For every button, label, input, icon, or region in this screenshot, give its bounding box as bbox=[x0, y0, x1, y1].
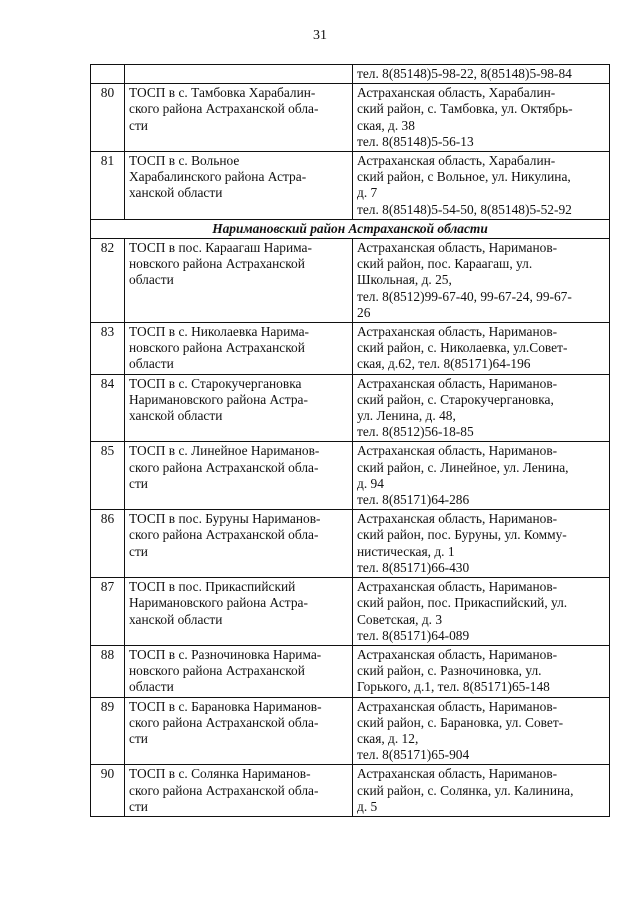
office-name-line: ТОСП в с. Вольное bbox=[129, 153, 240, 169]
address-line: Советская, д. 3 bbox=[357, 611, 443, 627]
office-name-cell bbox=[125, 578, 353, 646]
office-name-cell bbox=[125, 152, 353, 220]
address-line: ский район, пос. Караагаш, ул. bbox=[357, 256, 533, 272]
address-cell bbox=[353, 765, 610, 817]
office-name-line: сти bbox=[129, 117, 148, 133]
address-line: ский район, с. Николаевка, ул.Совет- bbox=[357, 340, 568, 356]
address-line: тел. 8(8512)56-18-85 bbox=[357, 424, 474, 440]
office-name-line: ТОСП в с. Николаевка Нарима- bbox=[129, 324, 310, 340]
address-line: Астраханская область, Харабалин- bbox=[357, 85, 556, 101]
address-line: Астраханская область, Харабалин- bbox=[357, 153, 556, 169]
row-number: 88 bbox=[91, 645, 125, 697]
address-line: Астраханская область, Нариманов- bbox=[357, 240, 558, 256]
table-row bbox=[91, 645, 610, 697]
address-line: тел. 8(85171)66-430 bbox=[357, 559, 470, 575]
address-line: Астраханская область, Нариманов- bbox=[357, 443, 558, 459]
section-title: Наримановский район Астраханской области bbox=[91, 219, 610, 238]
address-line: Астраханская область, Нариманов- bbox=[357, 375, 558, 391]
office-name-line: области bbox=[129, 356, 174, 372]
address-line: ский район, с. Солянка, ул. Калинина, bbox=[357, 782, 574, 798]
table-row bbox=[91, 510, 610, 578]
office-name-cell bbox=[125, 84, 353, 152]
office-name-cell bbox=[125, 765, 353, 817]
office-name-line: ТОСП в с. Старокучергановка bbox=[129, 375, 302, 391]
office-name-line: новского района Астраханской bbox=[129, 663, 305, 679]
address-line: нистическая, д. 1 bbox=[357, 543, 455, 559]
table-row bbox=[91, 152, 610, 220]
address-line: Астраханская область, Нариманов- bbox=[357, 324, 558, 340]
row-number: 80 bbox=[91, 84, 125, 152]
table-row bbox=[91, 84, 610, 152]
office-name-cell bbox=[125, 65, 353, 84]
address-cell bbox=[353, 323, 610, 375]
address-line: д. 5 bbox=[357, 798, 378, 814]
address-line: ский район, с. Линейное, ул. Ленина, bbox=[357, 459, 569, 475]
row-number: 90 bbox=[91, 765, 125, 817]
office-name-line: ТОСП в пос. Прикаспийский bbox=[129, 579, 296, 595]
address-cell bbox=[353, 152, 610, 220]
address-line: ул. Ленина, д. 48, bbox=[357, 408, 456, 424]
address-line: тел. 8(85148)5-54-50, 8(85148)5-52-92 bbox=[357, 201, 572, 217]
row-number: 81 bbox=[91, 152, 125, 220]
row-number bbox=[91, 65, 125, 84]
address-line: Астраханская область, Нариманов- bbox=[357, 698, 558, 714]
office-name-cell bbox=[125, 374, 353, 442]
address-line: Астраханская область, Нариманов- bbox=[357, 579, 558, 595]
office-name-line: новского района Астраханской bbox=[129, 256, 305, 272]
office-name-line: ТОСП в с. Барановка Нариманов- bbox=[129, 698, 322, 714]
address-line: ский район, с. Разночиновка, ул. bbox=[357, 663, 542, 679]
row-number: 85 bbox=[91, 442, 125, 510]
address-line: тел. 8(85171)65-904 bbox=[357, 747, 470, 763]
table-row bbox=[91, 239, 610, 323]
office-name-line: сти bbox=[129, 730, 148, 746]
row-number: 86 bbox=[91, 510, 125, 578]
table-row bbox=[91, 765, 610, 817]
office-name-line: ТОСП в с. Линейное Нариманов- bbox=[129, 443, 320, 459]
office-name-line: Наримановского района Астра- bbox=[129, 595, 308, 611]
office-name-line: ского района Астраханской обла- bbox=[129, 714, 319, 730]
address-cell bbox=[353, 697, 610, 765]
office-name-line: ТОСП в с. Солянка Нариманов- bbox=[129, 766, 311, 782]
address-cell bbox=[353, 84, 610, 152]
address-line: тел. 8(8512)99-67-40, 99-67-24, 99-67- bbox=[357, 288, 572, 304]
address-cell bbox=[353, 239, 610, 323]
address-line: ская, д.62, тел. 8(85171)64-196 bbox=[357, 356, 531, 372]
office-name-line: ТОСП в с. Тамбовка Харабалин- bbox=[129, 85, 316, 101]
office-name-line: области bbox=[129, 679, 174, 695]
address-line: тел. 8(85148)5-56-13 bbox=[357, 133, 474, 149]
address-line: Школьная, д. 25, bbox=[357, 272, 452, 288]
office-name-cell bbox=[125, 510, 353, 578]
section-header-row bbox=[91, 219, 610, 238]
table-body bbox=[91, 65, 610, 817]
office-name-cell bbox=[125, 442, 353, 510]
table-row bbox=[91, 442, 610, 510]
row-number: 83 bbox=[91, 323, 125, 375]
address-line: ский район, пос. Прикаспийский, ул. bbox=[357, 595, 568, 611]
table-row bbox=[91, 374, 610, 442]
row-number: 82 bbox=[91, 239, 125, 323]
office-name-line: ханской области bbox=[129, 611, 223, 627]
table-row bbox=[91, 697, 610, 765]
office-name-line: ТОСП в пос. Караагаш Нарима- bbox=[129, 240, 312, 256]
address-line: ская, д. 12, bbox=[357, 730, 419, 746]
address-line: Астраханская область, Нариманов- bbox=[357, 646, 558, 662]
office-name-line: ТОСП в пос. Буруны Нариманов- bbox=[129, 511, 321, 527]
address-line: д. 94 bbox=[357, 475, 384, 491]
address-line: тел. 8(85171)64-286 bbox=[357, 492, 470, 508]
office-name-line: Харабалинского района Астра- bbox=[129, 169, 307, 185]
address-line: Горького, д.1, тел. 8(85171)65-148 bbox=[357, 679, 550, 695]
table-row bbox=[91, 578, 610, 646]
address-cell bbox=[353, 510, 610, 578]
table-row bbox=[91, 323, 610, 375]
address-line: 26 bbox=[357, 304, 371, 320]
page-number: 31 bbox=[313, 28, 327, 43]
row-number: 84 bbox=[91, 374, 125, 442]
office-name-line: ского района Астраханской обла- bbox=[129, 782, 319, 798]
address-line: ский район, с Вольное, ул. Никулина, bbox=[357, 169, 571, 185]
address-cell bbox=[353, 578, 610, 646]
table-row bbox=[91, 65, 610, 84]
address-line: ский район, с. Старокучергановка, bbox=[357, 391, 554, 407]
office-name-line: ского района Астраханской обла- bbox=[129, 527, 319, 543]
address-line: тел. 8(85171)64-089 bbox=[357, 627, 470, 643]
office-name-line: области bbox=[129, 272, 174, 288]
row-number: 87 bbox=[91, 578, 125, 646]
office-name-line: сти bbox=[129, 798, 148, 814]
office-name-line: ТОСП в с. Разночиновка Нарима- bbox=[129, 646, 322, 662]
address-line: Астраханская область, Нариманов- bbox=[357, 511, 558, 527]
office-name-line: сти bbox=[129, 475, 148, 491]
row-number: 89 bbox=[91, 697, 125, 765]
address-line: тел. 8(85148)5-98-22, 8(85148)5-98-84 bbox=[357, 66, 572, 81]
address-line: Астраханская область, Нариманов- bbox=[357, 766, 558, 782]
tosp-table bbox=[90, 64, 610, 817]
office-name-line: сти bbox=[129, 543, 148, 559]
office-name-line: ханской области bbox=[129, 185, 223, 201]
office-name-line: Наримановского района Астра- bbox=[129, 391, 308, 407]
office-name-cell bbox=[125, 697, 353, 765]
address-line: д. 7 bbox=[357, 185, 378, 201]
address-line: ский район, с. Тамбовка, ул. Октябрь- bbox=[357, 101, 573, 117]
address-line: ский район, с. Барановка, ул. Совет- bbox=[357, 714, 564, 730]
address-cell bbox=[353, 65, 610, 84]
office-name-cell bbox=[125, 239, 353, 323]
office-name-cell bbox=[125, 645, 353, 697]
address-line: ский район, пос. Буруны, ул. Комму- bbox=[357, 527, 567, 543]
office-name-line: новского района Астраханской bbox=[129, 340, 305, 356]
address-line: ская, д. 38 bbox=[357, 117, 415, 133]
office-name-cell bbox=[125, 323, 353, 375]
office-name-line: ханской области bbox=[129, 408, 223, 424]
office-name-line: ского района Астраханской обла- bbox=[129, 101, 319, 117]
address-cell bbox=[353, 374, 610, 442]
address-cell bbox=[353, 442, 610, 510]
address-cell bbox=[353, 645, 610, 697]
office-name-line: ского района Астраханской обла- bbox=[129, 459, 319, 475]
